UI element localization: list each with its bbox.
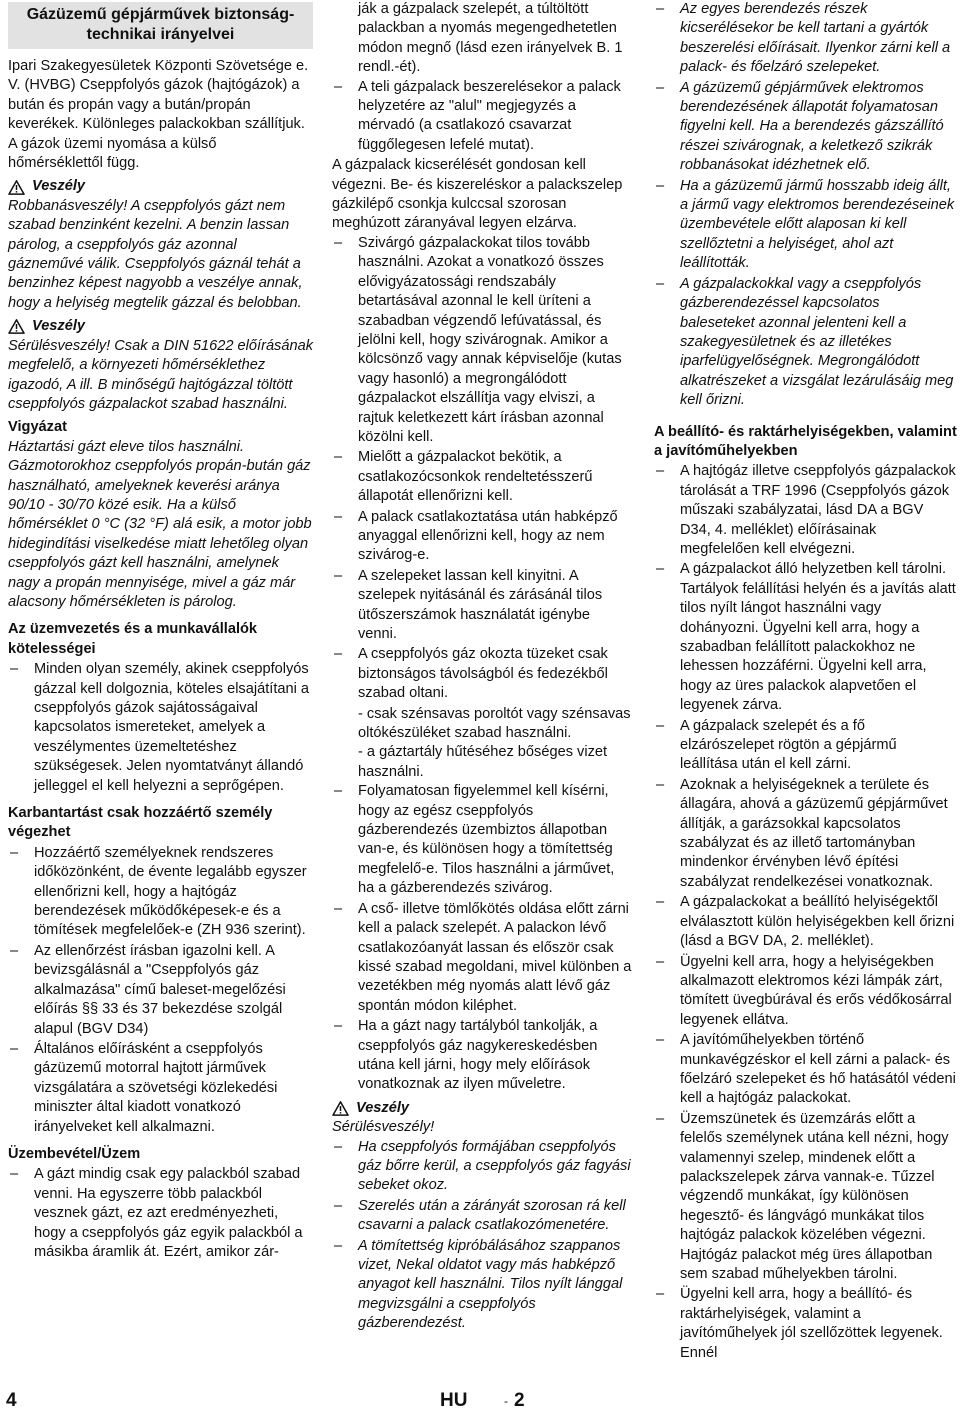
- document-title: Gázüzemű gépjárművek biztonság-technikai irányelvei: [8, 2, 313, 49]
- list-item: – Ha cseppfolyós formájában cseppfolyós gáz bőrre kerül, a cseppfolyós gáz fagyási sebeket okoz.: [332, 1138, 632, 1196]
- language-code: HU: [440, 1390, 468, 1411]
- section-heading-maintenance: Karbantartást csak hozzáértő személy végezhet: [8, 805, 273, 841]
- list-item: – A hajtógáz illetve cseppfolyós gázpalackok tárolását a TRF 1996 (Cseppfolyós gázok műszaki szabályzatai, lásd DA a BGV D34, 4. melléklet) előírásainak megfelelően kell elvégezni.: [654, 462, 958, 559]
- warning-triangle-icon: [332, 1101, 349, 1116]
- maintenance-list: [8, 844, 313, 1137]
- operation-list: [8, 1165, 313, 1262]
- list-item: – A cső- illetve tömlőkötés oldása előtt zárni kell a palack szelepét. A palackon lévő csatlakozóanyát lassan és először csak kissé szabad megoldani, mivel különben a vezetékben még nyomás alatt lévő gáz spontán módon kiléphet.: [332, 900, 632, 1016]
- list-item: – A gázpalack szelepét és a fő elzárószelepet rögtön a gépjármű leállítása után el kell zárni.: [654, 717, 958, 775]
- section-heading-duties: Az üzemvezetés és a munkavállalók kötelességei: [8, 621, 258, 657]
- danger-text-3: Sérülésveszély!: [332, 1119, 435, 1136]
- list-2: [332, 234, 632, 704]
- list-item: – Ha a gázüzemű jármű hosszabb ideig állt, a jármű vagy elektromos berendezéseinek üzembevétele előtt alaposan ki kell szellőztetni a helyiséget, ahol azt leállították.: [654, 177, 958, 274]
- intro-paragraph: Ipari Szakegyesületek Központi Szövetsége e. V. (HVBG) Cseppfolyós gázok (hajtógázok) a bután és propán vagy a bután/propán keverékek. Különleges palackokban szállítjuk. A gázok üzemi nyomása a külső hőmérséklettől függ.: [8, 58, 309, 172]
- list-item: – A javítóműhelyekben történő munkavégzéskor el kell zárni a palack- és főelzáró szelepeket és hő hatásától védeni kell a hajtógáz palackokat.: [654, 1031, 958, 1109]
- danger-body: Csak a DIN 51622 előírásának megfelelő, a környezeti hőmérséklethez igazodó, A ill. B minőségű hajtógázzal töltött cseppfolyós gázpalackot szabad használni.: [8, 337, 314, 412]
- danger-lead: Sérülésveszély!: [8, 337, 111, 354]
- page-number: 4: [6, 1390, 17, 1411]
- danger-body: A cseppfolyós gázt nem szabad benzinként kezelni. A benzin lassan párolog, a cseppfolyós gáz azonnal gázneművé válik. Cseppfolyós gáznál tehát a benzinhez képest nagyobb a veszélye annak, hogy a helyiség megtelik gázzal és belobban.: [8, 197, 303, 311]
- list-item: – A gázüzemű gépjárművek elektromos berendezésének állapotát folyamatosan figyelni kell. Ha a berendezés gázszállító részei szivárognak, a keletkező szikrák robbanásokat idézhetnek elő.: [654, 79, 958, 176]
- list-item: – A gázt mindig csak egy palackból szabad venni. Ha egyszerre több palackból vesznek gázt, ez azt eredményezheti, hogy a cseppfolyós gáz egyik palackból a másikba áramlik át. Ezért, amikor zár-: [8, 1165, 313, 1262]
- list-item: – Hozzáértő személyeknek rendszeres időközönként, de évente legalább egyszer ellenőrizni kell, hogy a hajtógáz berendezések működőképesek-e és a tömítések megfelelőek-e (ZH 936 szerint).: [8, 844, 313, 941]
- list-item: – Szivárgó gázpalackokat tilos tovább használni. Azokat a vonatkozó összes elővigyázatossági rendszabály betartásával azonnal le kell üríteni a szabadban végzendő lefúvatással, és jelölni kell, hogy szivárognak. Amikor a kölcsönző vagy annak képviselője (kutas vagy hasonló) a megrongálódott gázpalackot elszállítja vagy elviszi, a rajtuk keletkezett kárt írásban azonnal közölni kell.: [332, 234, 632, 447]
- section-heading-storage: A beállító- és raktárhelyiségekben, valamint a javítóműhelyekben: [654, 423, 957, 459]
- caution-heading: Vigyázat: [8, 419, 67, 436]
- danger-label: Veszély: [356, 1099, 410, 1116]
- list-item: – Az egyes berendezés részek kicserélésekor be kell tartani a gyártók beszerelési előírásait. Ilyenkor zárni kell a palack- és főelzáró szelepeket.: [654, 0, 958, 78]
- list-item: – Minden olyan személy, akinek cseppfolyós gázzal kell dolgoznia, köteles elsajátítani a cseppfolyós gázok sajátosságaival kapcsolatos ismereteket, amelyek a veszélymentes üzemeltetéshez szükségesek. Jelen nyomtatványt állandó jelleggel el kell helyezni a seprőgépen.: [8, 660, 313, 796]
- list-item: – A cseppfolyós gáz okozta tüzeket csak biztonságos távolságból és fedezékből szabad oltani.: [332, 645, 632, 703]
- list-item: – Szerelés után a zárányát szorosan rá kell csavarni a palack csatlakozómenetére.: [332, 1197, 632, 1236]
- sub-item: - csak szénsavas poroltót vagy szénsavas oltókészüléket szabad használni.: [358, 705, 631, 742]
- sub-item: - a gáztartály hűtéséhez bőséges vizet használni.: [358, 744, 608, 780]
- paragraph-exchange: A gázpalack kicserélését gondosan kell végezni. Be- és kiszereléskor a palackszelep gázkilépő csonkja kulccsal szorosan meghúzott záranyával legyen elzárva.: [332, 157, 623, 232]
- column-1: [8, 0, 313, 1263]
- list-item: – A tömítettség kipróbálásához szappanos vizet, Nekal oldatot vagy más habképző anyagot kell használni. Tilos nyílt lánggal megvizsgálni a cseppfolyós gázberendezést.: [332, 1237, 632, 1334]
- list-item: – Folyamatosan figyelemmel kell kísérni, hogy az egész cseppfolyós gázberendezés üzembiztos állapotban van-e, és különösen hogy a tömítettség megfelelő-e. Tilos használni a járművet, ha a gázberendezés szivárog.: [332, 782, 632, 898]
- column-2: [332, 0, 632, 1335]
- danger-heading-2: [8, 317, 313, 336]
- list-1: [332, 78, 632, 156]
- danger-label: Veszély: [32, 178, 86, 195]
- list-italic: [654, 0, 958, 411]
- section-heading-operation: Üzembevétel/Üzem: [8, 1145, 141, 1162]
- list-item: – Azoknak a helyiségeknek a területe és állagára, ahová a gázüzemű gépjárművet állítják, a garázsokkal kapcsolatos szabályzat és az illető tartományban mindenkor érvényben lévő építési szabályzat rendelkezései vonatkoznak.: [654, 776, 958, 892]
- danger-label: Veszély: [32, 318, 86, 335]
- list-item: – Ha a gázt nagy tartályból tankolják, a cseppfolyós gáz nagykereskedésben utána kell járni, hogy mely előírások vonatkoznak az ilyen műveletre.: [332, 1017, 632, 1095]
- page-dash: -: [504, 1393, 508, 1408]
- list-item: – A gázpalackokkal vagy a cseppfolyós gázberendezéssel kapcsolatos baleseteket azonnal jelenteni kell a szakegyesületnek és az illetékes iparfelügyelőségnek. Megrongálódott alkatrészeket a vizsgálat lezárulásáig meg kell őrizni.: [654, 275, 958, 411]
- list-item: – A gázpalackokat a beállító helyiségektől elválasztott külön helyiségekben kell őrizni (lásd a BGV DA, 2. melléklet).: [654, 893, 958, 951]
- danger-text-2: [8, 337, 313, 415]
- list-item: – A gázpalackot álló helyzetben kell tárolni. Tartályok felállítási helyén és a javítás alatt tilos nyílt lángot használni vagy dohányozni. Ügyelni kell arra, hogy a szabadban felállított palackokhoz ne lehessen hozzáférni. Ügyelni kell arra, hogy az üres palackok alapvetően el legyenek zárva.: [654, 560, 958, 715]
- list-item: – Üzemszünetek és üzemzárás előtt a felelős személynek utána kell nézni, hogy valamennyi szelep, mindenek előtt a palackszelepek zárva vannak-e. Tűzzel végzendő munkákat, így különösen hegesztő- és lángvágó munkákat tilos hajtógáz palackok közelében végezni. Hajtógáz palackot még üres állapotban sem szabad műhelyekben tárolni.: [654, 1110, 958, 1285]
- list-item: – Az ellenőrzést írásban igazolni kell. A bevizsgálásnál a "Cseppfolyós gáz alkalmazása" című baleset-megelőzési előírás §§ 33 és 37 bekezdése szolgál alapul (BGV D34): [8, 942, 313, 1039]
- duties-list: [8, 660, 313, 796]
- list-item: – A teli gázpalack beszerelésekor a palack helyzetére az "alul" megjegyzés a mérvadó (a csatlakozó csavarzat függőlegesen lefelé mutat).: [332, 78, 632, 156]
- list-item: – A palack csatlakoztatása után habképző anyaggal ellenőrizni kell, hogy az nem szivárog-e.: [332, 508, 632, 566]
- continued-text: ják a gázpalack szelepét, a túltöltött palackban a nyomás megengedhetetlen módon megnő (lásd ezen irányelvek B. 1 rendl.-ét).: [358, 1, 623, 76]
- column-3: [654, 0, 958, 1364]
- danger-list: [332, 1138, 632, 1334]
- page-sub-number: 2: [514, 1390, 525, 1411]
- caution-text: Háztartási gázt eleve tilos használni. Gázmotorokhoz cseppfolyós propán-bután gáz használható, amelyeknek keverési aránya 90/10 - 30/70 közé esik. Ha a külső hőmérséklet 0 °C (32 °F) alá esik, a motor jobb hidegindítási viselkedése miatt lehetőleg olyan cseppfolyós gázt kell használni, amelynek nagy a propán mennyisége, mivel a gáz már alacsony hőmérsékleten is párolog.: [8, 438, 312, 610]
- danger-lead: Robbanásveszély!: [8, 197, 128, 214]
- danger-text-1: [8, 197, 313, 313]
- list-item: – Ügyelni kell arra, hogy a helyiségekben alkalmazott elektromos kézi lámpák zárt, tömített üvegbúrával és erős védőkosárral legyenek ellátva.: [654, 953, 958, 1031]
- section-page-number: [504, 1390, 525, 1412]
- storage-list: [654, 462, 958, 1363]
- list-item: – Mielőtt a gázpalackot bekötik, a csatlakozócsonkok rendeltetésszerű állapotát ellenőrizni kell.: [332, 448, 632, 506]
- list-item: – Általános előírásként a cseppfolyós gázüzemű motorral hajtott járművek vizsgálatára a szövetségi közlekedési miniszter által kiadott vonatkozó irányelveket kell alkalmazni.: [8, 1040, 313, 1137]
- danger-heading-1: [8, 177, 313, 196]
- warning-triangle-icon: [8, 319, 25, 334]
- list-3: [332, 782, 632, 1095]
- warning-triangle-icon: [8, 180, 25, 195]
- list-item: – Ügyelni kell arra, hogy a beállító- és raktárhelyiségek, valamint a javítóműhelyek jól szellőzöttek legyenek. Ennél: [654, 1285, 958, 1363]
- list-item: – A szelepeket lassan kell kinyitni. A szelepek nyitásánál és zárásánál tilos ütőszerszámok használatát igénybe venni.: [332, 567, 632, 645]
- danger-heading-3: [332, 1099, 632, 1118]
